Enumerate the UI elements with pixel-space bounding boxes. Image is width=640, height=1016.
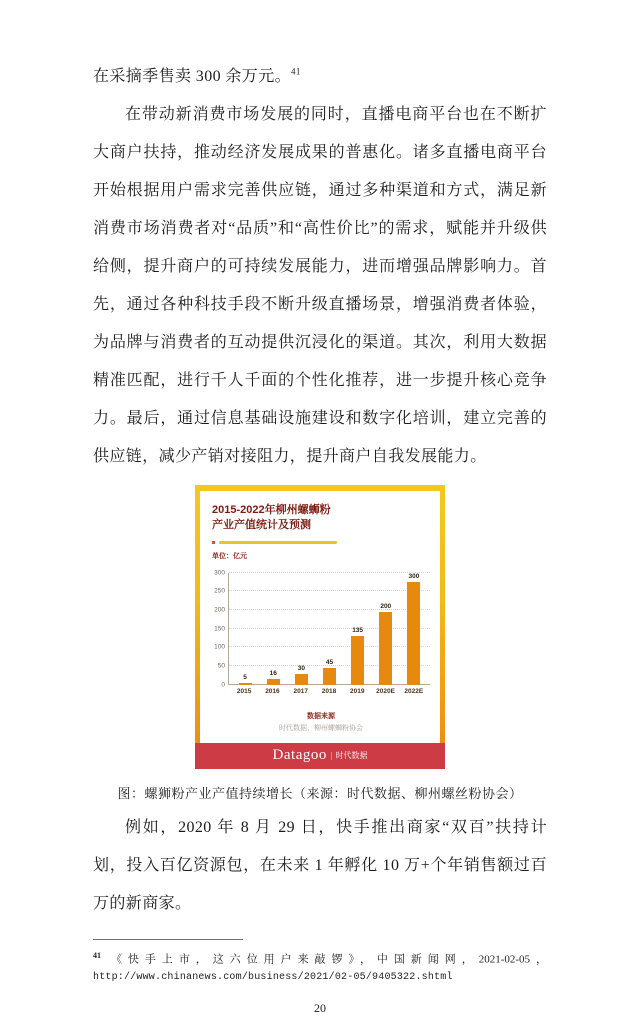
brand-divider: | bbox=[330, 751, 333, 761]
chart-plot bbox=[212, 569, 430, 689]
chart-card bbox=[200, 491, 440, 743]
bar bbox=[267, 679, 280, 685]
plot-area bbox=[228, 573, 430, 685]
x-axis-labels bbox=[228, 688, 430, 695]
bar-group-2015 bbox=[232, 573, 258, 685]
chart-source bbox=[212, 711, 430, 733]
bar bbox=[239, 683, 252, 685]
footnote-area bbox=[93, 939, 547, 988]
bar bbox=[407, 582, 420, 685]
chart-source-text: 时代数据、柳州螺蛳粉协会 bbox=[279, 724, 363, 732]
title-underline bbox=[212, 541, 430, 544]
body-paragraph-2: 例如，2020 年 8 月 29 日，快手推出商家“双百”扶持计划，投入百亿资源包，在未来 1 年孵化 10 万+个年销售额过百万的新商家。 bbox=[93, 818, 547, 912]
chart-unit-label: 单位：亿元 bbox=[212, 552, 247, 560]
x-tick-label: 2020E bbox=[376, 687, 395, 695]
bar-value-label: 5 bbox=[243, 673, 247, 681]
x-tick-label: 2018 bbox=[321, 687, 337, 695]
bar bbox=[351, 636, 364, 685]
y-tick-label: 0 bbox=[221, 681, 225, 689]
y-tick-label: 100 bbox=[214, 643, 225, 651]
bar-group-2016 bbox=[260, 573, 286, 685]
chart-title-line1: 2015-2022年柳州螺蛳粉 bbox=[212, 504, 331, 516]
y-axis-labels bbox=[212, 569, 228, 689]
bar-value-label: 200 bbox=[380, 603, 392, 611]
chart-frame bbox=[195, 485, 445, 743]
chart-source-title: 数据来源 bbox=[307, 712, 335, 720]
footnote-reference-41[interactable]: 41 bbox=[291, 66, 301, 77]
bar-value-label: 135 bbox=[352, 626, 364, 634]
bar bbox=[295, 674, 308, 685]
bar-group-2017 bbox=[288, 573, 314, 685]
datagoo-banner bbox=[195, 743, 445, 769]
document-page bbox=[93, 0, 547, 1016]
x-tick-label: 2019 bbox=[350, 687, 365, 695]
bar-value-label: 16 bbox=[269, 669, 277, 677]
y-tick-label: 200 bbox=[214, 606, 225, 614]
y-tick-label: 50 bbox=[217, 662, 225, 670]
bar-value-label: 300 bbox=[408, 572, 420, 580]
figure-caption: 图：螺狮粉产业产值持续增长（来源：时代数据、柳州螺丝粉协会） bbox=[117, 785, 523, 801]
chart-title-line2: 产业产值统计及预测 bbox=[212, 518, 311, 531]
footnote-citation: 《快手上市，这六位用户来敲锣》，中国新闻网，2021-02-05， bbox=[105, 953, 547, 966]
accent-dot-icon bbox=[212, 541, 215, 544]
bars-row bbox=[229, 573, 430, 685]
y-tick-label: 150 bbox=[214, 625, 225, 633]
footnote-url[interactable]: http://www.chinanews.com/business/2021/02-05/9405322.shtml bbox=[93, 972, 453, 984]
bar-group-2018 bbox=[316, 573, 342, 685]
chart-title bbox=[212, 503, 430, 533]
brand-logo-text: Datagoo bbox=[272, 747, 327, 764]
body-paragraph: 在带动新消费市场发展的同时，直播电商平台也在不断扩大商户扶持，推动经济发展成果的普惠化。诸多直播电商平台开始根据用户需求完善供应链，通过多种渠道和方式，满足新消费市场消费者对“品质”和“高性价比”的需求，赋能并升级供给侧，提升商户的可持续发展能力，进而增强品牌影响力。首先，通过各种科技手段不断升级直播场景，增强消费者体验，为品牌与消费者的互动提供沉浸化的渠道。其次，利用大数据精准匹配，进行千人千面的个性化推荐，进一步提升核心竞争力。最后，通过信息基础设施建设和数字化培训，建立完善的供应链，减少产销对接阻力，提升商户自我发展能力。 bbox=[93, 106, 547, 465]
bar-group-2019 bbox=[345, 573, 371, 685]
paragraph-ending-text: 在采摘季售卖 300 余万元。 bbox=[93, 68, 292, 85]
accent-line bbox=[219, 541, 337, 544]
bar-value-label: 45 bbox=[325, 659, 334, 667]
brand-suffix: 时代数据 bbox=[335, 751, 368, 761]
footnote-marker: 41 bbox=[93, 950, 101, 960]
bar-value-label: 30 bbox=[297, 664, 305, 672]
y-tick-label: 250 bbox=[214, 587, 225, 595]
footnote-separator bbox=[93, 939, 243, 940]
page-number: 20 bbox=[314, 1001, 326, 1016]
bar bbox=[379, 612, 392, 684]
paragraph-ending bbox=[93, 58, 547, 96]
x-tick-label: 2015 bbox=[236, 687, 252, 695]
x-tick-label: 2022E bbox=[404, 687, 424, 695]
bar-group-2022E bbox=[401, 573, 427, 685]
x-tick-label: 2016 bbox=[265, 687, 280, 695]
x-tick-label: 2017 bbox=[293, 687, 308, 695]
y-tick-label: 300 bbox=[214, 569, 225, 577]
bar-group-2020E bbox=[373, 573, 399, 685]
bar bbox=[323, 668, 336, 684]
figure-chart bbox=[195, 485, 445, 769]
footnote-text bbox=[93, 946, 547, 970]
